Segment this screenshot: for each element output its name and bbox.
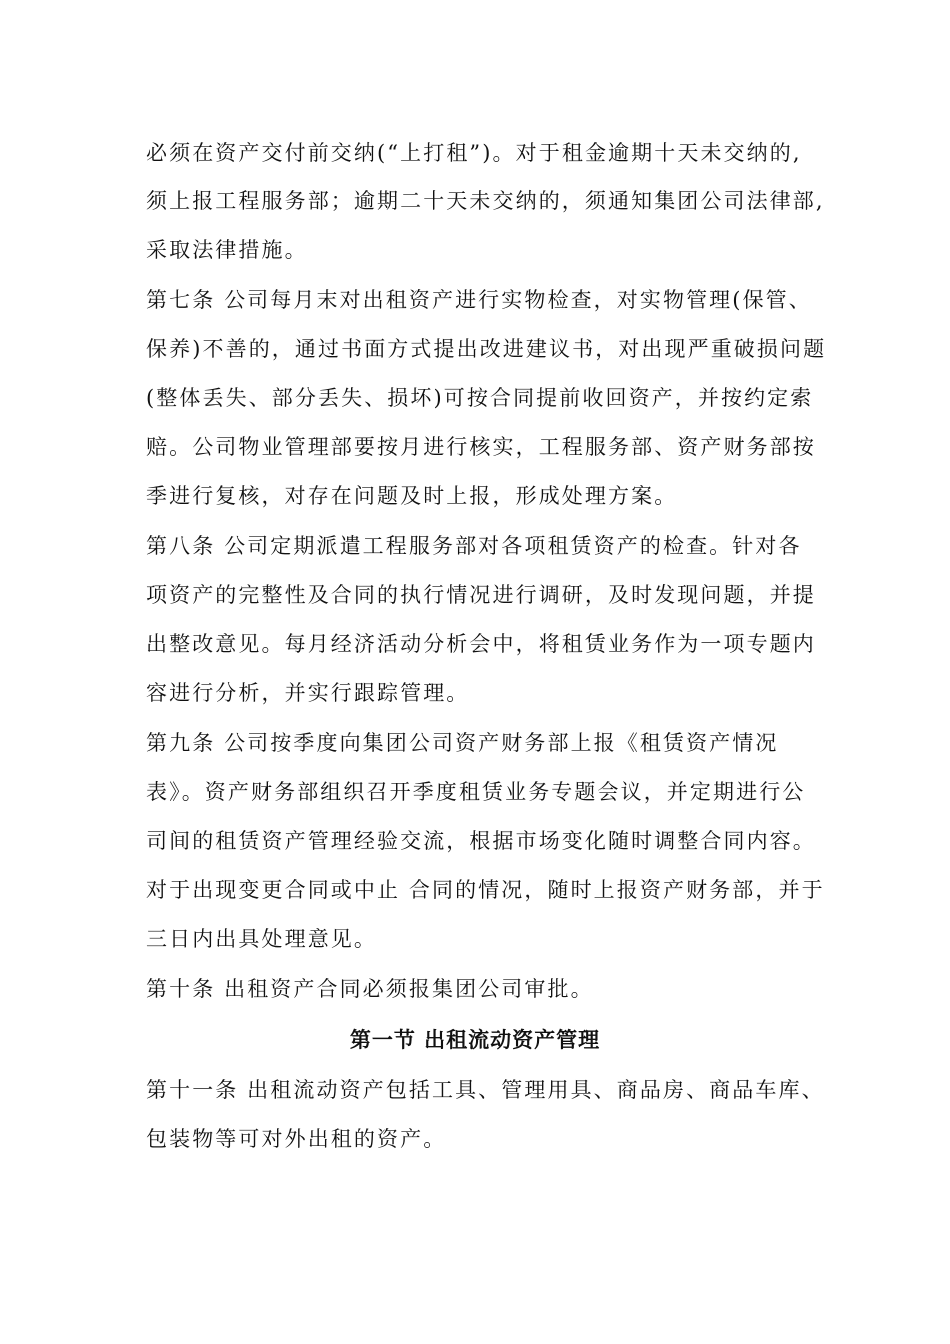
article-8-start: 第八条 公司定期派遣工程服务部对各项租赁资产的检查。针对各 [146, 534, 802, 558]
text-line: 容进行分析，并实行跟踪管理。 [146, 681, 470, 705]
article-10: 第十条 出租资产合同必须报集团公司审批。 [146, 977, 594, 1001]
text-line: 包装物等可对外出租的资产。 [146, 1127, 447, 1151]
text-line: 季进行复核，对存在问题及时上报，形成处理方案。 [146, 484, 678, 508]
text-line: 对于出现变更合同或中止 合同的情况，随时上报资产财务部，并于 [146, 878, 825, 902]
text-line: 项资产的完整性及合同的执行情况进行调研，及时发现问题，并提 [146, 583, 816, 607]
text-line: 保养)不善的，通过书面方式提出改进建议书，对出现严重破损问题 [146, 337, 827, 361]
article-7-start: 第七条 公司每月末对出租资产进行实物检查，对实物管理(保管、 [146, 288, 812, 312]
text-line: (整体丢失、部分丢失、损坏)可按合同提前收回资产，并按约定索 [146, 386, 814, 410]
text-line: 赔。公司物业管理部要按月进行核实，工程服务部、资产财务部按 [146, 435, 816, 459]
text-line: 必须在资产交付前交纳(“上打租”)。对于租金逾期十天未交纳的, [146, 141, 802, 165]
text-line: 三日内出具处理意见。 [146, 927, 377, 951]
article-9-start: 第九条 公司按季度向集团公司资产财务部上报《租赁资产情况 [146, 731, 779, 755]
text-line: 采取法律措施。 [146, 238, 308, 262]
text-line: 表》。资产财务部组织召开季度租赁业务专题会议，并定期进行公 [146, 780, 806, 804]
text-line: 司间的租赁资产管理经验交流，根据市场变化随时调整合同内容。 [146, 829, 816, 853]
article-11-start: 第十一条 出租流动资产包括工具、管理用具、商品房、商品车库、 [146, 1078, 825, 1102]
section-heading: 第一节 出租流动资产管理 [349, 1027, 601, 1052]
text-line: 须上报工程服务部；逾期二十天未交纳的，须通知集团公司法律部, [146, 189, 825, 213]
text-line: 出整改意见。每月经济活动分析会中，将租赁业务作为一项专题内 [146, 632, 816, 656]
